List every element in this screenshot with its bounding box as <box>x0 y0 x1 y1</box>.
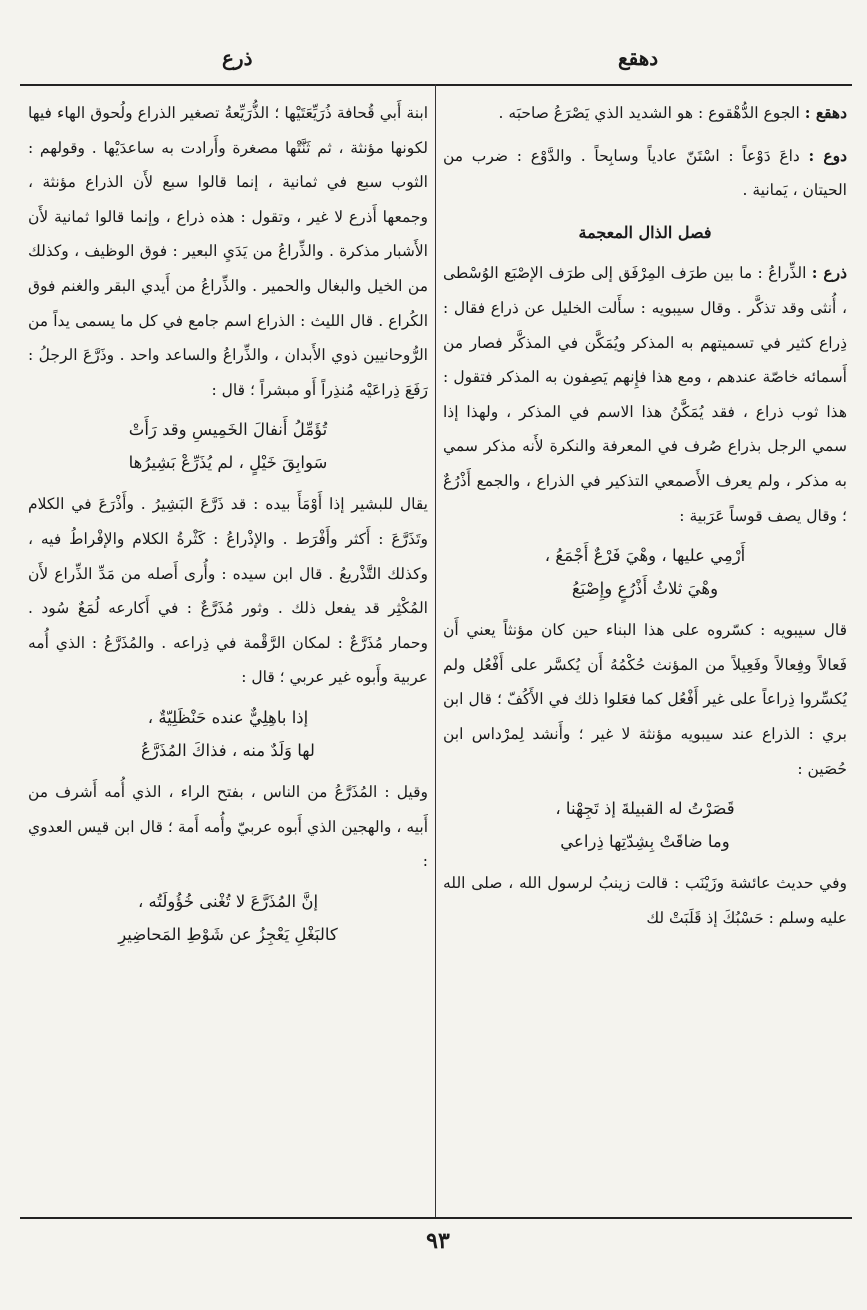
headword-dahqa: دهقع : <box>804 103 847 122</box>
entry-dahqa-body: الجوع الدُّهْقوع : هو الشديد الذي يَصْرَعُ صاحبَه . <box>498 104 805 122</box>
running-header-right: دهقع <box>618 46 659 70</box>
running-header-left: ذرع <box>222 46 253 70</box>
entry-daw-body: داعَ دَوْعاً : اسْتَنّ عادياً وسابِحاً . والدَّوْع : ضرب من الحيتان ، يَمانية . <box>443 146 847 200</box>
page-number: ٩٣ <box>426 1228 450 1254</box>
verse-line: إنَّ المُذَرَّعَ لا تُغْنى خُؤُولَتُه ، <box>137 891 319 911</box>
verse-line: قَصَرْتُ له القبيلةَ إذ تَجِهْنا ، <box>555 799 735 819</box>
verse-line: تُؤَمِّلُ أَنفالَ الخَمِيسِ وقد رَأَتْ <box>128 420 328 440</box>
headword-dhara: ذرع : <box>811 263 847 283</box>
verse-block <box>28 885 428 951</box>
text-paragraph: قال سيبويه : كسّروه على هذا البناء حين كان مؤنثاً يعني أَن فَعالاً وفِعالاً وفَعِيلاً من المؤنث حُكْمُهُ أَن يُكسَّر على أَفْعُل ولم يُكسِّروا ذِراعاً على غير أَفْعُل كما فعَلوا ذلك في الأَكُفّ ؛ قال ابن بري : الذراع عند سيبويه مؤنثة لا غير ؛ وأَنشد لِمرْداس ابن حُصَين : <box>443 621 847 778</box>
right-column <box>443 96 847 1211</box>
entry-daw <box>443 139 847 208</box>
verse-block <box>443 539 847 605</box>
verse-block <box>443 792 847 858</box>
entry-dhara <box>443 256 847 533</box>
text-paragraph: يقال للبشير إذا أَوْمَأَ بيده : قد ذَرَّعَ البَشِيرُ . وأَذْرَعَ في الكلام وتَذَرَّعَ : أَكثر وأَفْرَط . والإذْراعُ : كَثْرةُ الكلام والإفْراطُ فيه ، وكذلك التَّذْريعُ . قال ابن سيده : وأُرى أَصله من مَدِّ الذِّراع لأَن المُكْثِر قد يفعل ذلك . وثور مُذَرَّعٌ : في أَكارعه لُمَعٌ سُود . وحمار مُذَرَّعٌ : لمكان الرَّقْمة في ذِراعه . والمُذَرَّعُ : الذي أُمه عربية وأَبوه غير عربي ؛ قال : <box>28 495 428 687</box>
verse-line: وما ضاقَتْ بِشِدّتِها ذِراعي <box>560 832 730 852</box>
entry-dhara-body: الذِّراعُ : ما بين طرَف المِرْفَق إلى طرَف الإصْبَع الوُسْطى ، أُنثى وقد تذكَّر . وقال سيبويه : سأَلت الخليل عن ذراع فقال : ذِراع كثير في تسميتهم به المذكر ويُمَكَّن في المذكَّر فصار من أَسمائه خاصّة عندهم ، ومع هذا فإِنهم يَصِفون به المذكر فتقول : هذا ثوب ذراع ، فقد يُمَكَّنُ هذا الاسم في المذكر ، ولهذا إذا سمي الرجل بذراع صُرف في المعرفة والنكرة لأَنه مذكر سمي به مذكر ، ولم يعرف الأَصمعي التذكير في الذراع ، والجمع أَذْرُعٌ ؛ وقال يصف قوساً عَرَبية : <box>443 264 847 525</box>
verse-line: إذا باهِلِيٌّ عنده حَنْظَلِيّةٌ ، <box>147 707 309 727</box>
text-paragraph: وفي حديث عائشة وزَيْنَب : قالت زينبُ لرسول الله ، صلى الله عليه وسلم : حَسْبُكَ إذ قَلَبَتْ لك <box>443 874 847 927</box>
verse-block <box>28 701 428 767</box>
verse-line: وهْيَ ثلاثُ أَذْرُعٍ وإِصْبَعُ <box>571 579 719 599</box>
verse-line: سَوابِقَ خَيْلٍ ، لم يُذَرِّعْ بَشِيرُها <box>128 453 328 473</box>
text-paragraph: وقيل : المُذَرَّعُ من الناس ، بفتح الراء ، الذي أُمه أَشرف من أَبيه ، والهجين الذي أَبوه عربيّ وأُمه أَمة ؛ قال ابن قيس العدوي : <box>28 782 428 871</box>
footer-rule <box>20 1217 852 1219</box>
header-rule <box>20 84 852 86</box>
entry-dahqa <box>443 96 847 131</box>
verse-line: كالبَغْلِ يَعْجِزُ عن شَوْطِ المَحاضِيرِ <box>118 924 338 944</box>
section-heading: فصل الذال المعجمة <box>578 222 712 242</box>
text-paragraph: ابنة أَبي قُحافة ذُرَيِّعَتَيْها ؛ الذُّرَيِّعةُ تصغير الذراع ولُحوق الهاء فيها لكونها مؤنثة ، ثم ثَنَّتْها مصغرة وأَرادت به ساعدَيْها . وقولهم : الثوب سبع في ثمانية ، إنما قالوا سبع لأَن الذراع مؤنثة ، وجمعها أَذرع لا غير ، وتقول : هذه ذراع ، وإنما قالوا ثمانية لأَن الأَشبار مذكرة . والذِّراعُ من يَدَيِ البعير : فوق الوظيف ، وكذلك من الخيل والبغال والحمير . والذِّراعُ من أَيدي البقر والغنم فوق الكُراع . قال الليث : الذراع اسم جامع في كل ما يسمى يداً من الرُّوحانيين ذوي الأَبدان ، والذِّراعُ والساعد واحد . وذَرَّعَ الرجلُ : رَفَعَ ذِراعَيْه مُنذِراً أَو مبشراً ؛ قال : <box>28 104 428 399</box>
verse-line: أَرْمِي عليها ، وهْيَ فَرْعٌ أَجْمَعُ ، <box>544 546 746 566</box>
verse-block <box>28 413 428 479</box>
verse-line: لها وَلَدٌ منه ، فذاكَ المُذَرَّعُ <box>141 740 315 760</box>
column-divider <box>435 84 436 1217</box>
left-column <box>28 96 428 1211</box>
headword-daw: دوع : <box>808 145 847 165</box>
